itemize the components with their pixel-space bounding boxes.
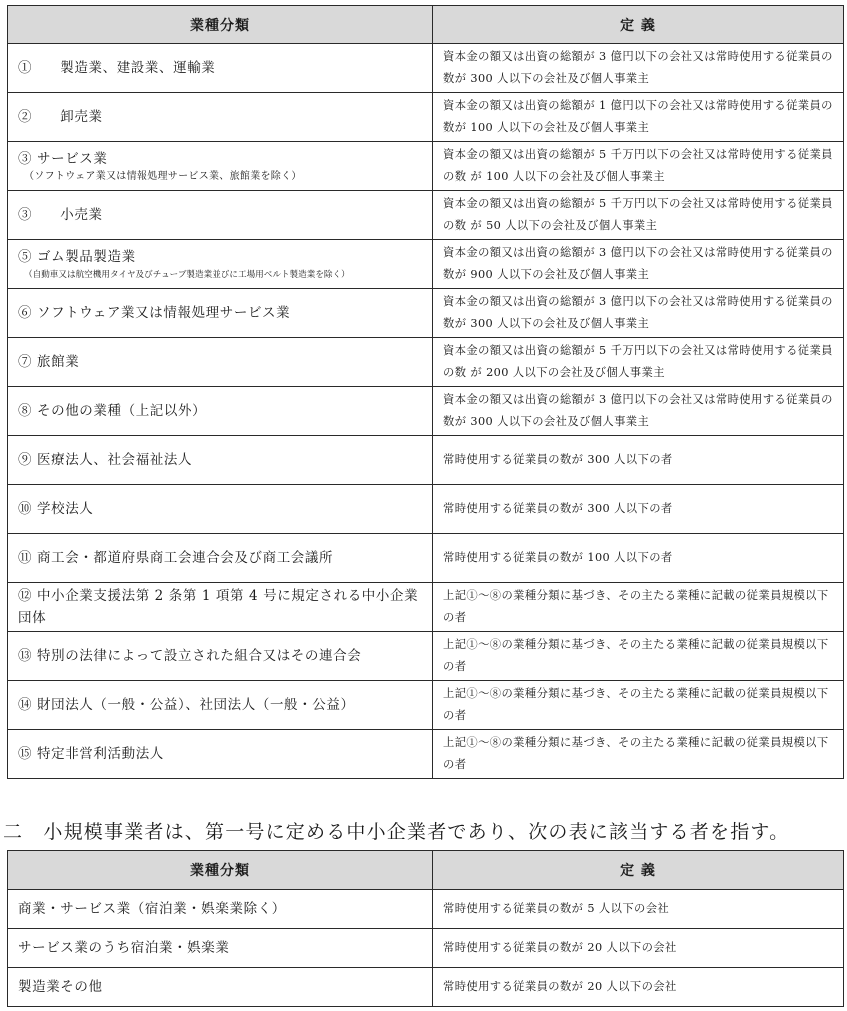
table-header-row (8, 851, 844, 890)
table-row (8, 289, 844, 338)
table-row (8, 485, 844, 534)
table-row (8, 191, 844, 240)
table-row (8, 583, 844, 632)
industry-label: ⑦ 旅館業 (18, 354, 80, 370)
industry-cell (8, 338, 433, 387)
industry-cell (8, 534, 433, 583)
industry-cell (8, 240, 433, 289)
industry-label: ⑧ その他の業種（上記以外） (18, 403, 207, 419)
table-row (8, 436, 844, 485)
industry-label: ⑩ 学校法人 (18, 501, 94, 517)
definition-cell: 上記①～⑧の業種分類に基づき、その主たる業種に記載の従業員規模以下の者 (433, 583, 844, 632)
table-row (8, 632, 844, 681)
table-row (8, 534, 844, 583)
definition-cell: 資本金の額又は出資の総額が 3 億円以下の会社又は常時使用する従業員の数が 900 人以下の会社及び個人事業主 (433, 240, 844, 289)
table-row (8, 681, 844, 730)
industry-cell (8, 387, 433, 436)
definition-cell: 資本金の額又は出資の総額が 5 千万円以下の会社又は常時使用する従業員の数 が 100 人以下の会社及び個人事業主 (433, 142, 844, 191)
definition-cell: 常時使用する従業員の数が 5 人以下の会社 (433, 890, 844, 929)
industry-cell (8, 44, 433, 93)
definition-cell: 常時使用する従業員の数が 20 人以下の会社 (433, 968, 844, 1007)
industry-cell: 商業・サービス業（宿泊業・娯楽業除く） (8, 890, 433, 929)
definition-cell: 資本金の額又は出資の総額が 3 億円以下の会社又は常時使用する従業員の数が 300 人以下の会社及び個人事業主 (433, 289, 844, 338)
definition-cell: 資本金の額又は出資の総額が 5 千万円以下の会社又は常時使用する従業員の数 が 200 人以下の会社及び個人事業主 (433, 338, 844, 387)
industry-label: ⑤ ゴム製品製造業 (18, 249, 136, 265)
definition-cell: 資本金の額又は出資の総額が 3 億円以下の会社又は常時使用する従業員の数が 300 人以下の会社及び個人事業主 (433, 387, 844, 436)
industry-cell (8, 485, 433, 534)
sme-definition-table (7, 5, 844, 779)
industry-label: ③ サービス業 (18, 151, 108, 167)
industry-label: ⑨ 医療法人、社会福祉法人 (18, 452, 193, 468)
table-row (8, 44, 844, 93)
industry-cell (8, 730, 433, 779)
table-header-row (8, 6, 844, 44)
industry-cell: 製造業その他 (8, 968, 433, 1007)
definition-cell: 資本金の額又は出資の総額が 5 千万円以下の会社又は常時使用する従業員の数 が 50 人以下の会社及び個人事業主 (433, 191, 844, 240)
industry-cell: サービス業のうち宿泊業・娯楽業 (8, 929, 433, 968)
industry-label: ⑫ 中小企業支援法第 2 条第 1 項第 4 号に規定される中小企業団体 (18, 588, 419, 626)
definition-cell: 常時使用する従業員の数が 300 人以下の者 (433, 436, 844, 485)
industry-cell (8, 583, 433, 632)
definition-cell: 常時使用する従業員の数が 100 人以下の者 (433, 534, 844, 583)
table-row (8, 890, 844, 929)
definition-cell: 上記①～⑧の業種分類に基づき、その主たる業種に記載の従業員規模以下の者 (433, 632, 844, 681)
industry-cell (8, 632, 433, 681)
definition-cell: 上記①～⑧の業種分類に基づき、その主たる業種に記載の従業員規模以下の者 (433, 730, 844, 779)
industry-label: ⑬ 特別の法律によって設立された組合又はその連合会 (18, 648, 362, 664)
industry-exclusion-note: （ソフトウェア業又は情報処理サービス業、旅館業を除く） (24, 171, 302, 182)
industry-exclusion-note: （自動車又は航空機用タイヤ及びチューブ製造業並びに工場用ベルト製造業を除く） (24, 270, 350, 280)
table-row (8, 93, 844, 142)
industry-cell (8, 191, 433, 240)
table-row (8, 730, 844, 779)
industry-cell (8, 289, 433, 338)
industry-cell (8, 93, 433, 142)
header-definition: 定 義 (433, 6, 844, 44)
industry-label: ⑪ 商工会・都道府県商工会連合会及び商工会議所 (18, 550, 334, 566)
header-industry-category: 業種分類 (8, 6, 433, 44)
definition-cell: 資本金の額又は出資の総額が 1 億円以下の会社又は常時使用する従業員の数が 100 人以下の会社及び個人事業主 (433, 93, 844, 142)
table-row (8, 240, 844, 289)
table-row (8, 929, 844, 968)
table-row (8, 142, 844, 191)
industry-cell (8, 436, 433, 485)
definition-cell: 常時使用する従業員の数が 20 人以下の会社 (433, 929, 844, 968)
definition-cell: 常時使用する従業員の数が 300 人以下の者 (433, 485, 844, 534)
table-row (8, 387, 844, 436)
table-row (8, 338, 844, 387)
definition-cell: 資本金の額又は出資の総額が 3 億円以下の会社又は常時使用する従業員の数が 300 人以下の会社及び個人事業主 (433, 44, 844, 93)
industry-label: ⑮ 特定非営利活動法人 (18, 746, 164, 762)
industry-cell (8, 142, 433, 191)
header-definition: 定 義 (433, 851, 844, 890)
small-business-definition-table (7, 850, 844, 1007)
industry-label: ② 卸売業 (18, 109, 103, 125)
definition-cell: 上記①～⑧の業種分類に基づき、その主たる業種に記載の従業員規模以下の者 (433, 681, 844, 730)
industry-label: ⑭ 財団法人（一般・公益）、社団法人（一般・公益） (18, 697, 355, 713)
industry-label: ⑥ ソフトウェア業又は情報処理サービス業 (18, 305, 291, 321)
industry-label: ③ 小売業 (18, 207, 103, 223)
table-row (8, 968, 844, 1007)
industry-cell (8, 681, 433, 730)
header-industry-category: 業種分類 (8, 851, 433, 890)
section-heading-small-business: 二 小規模事業者は、第一号に定める中小企業者であり、次の表に該当する者を指す。 (3, 821, 790, 843)
industry-label: ① 製造業、建設業、運輸業 (18, 60, 216, 76)
